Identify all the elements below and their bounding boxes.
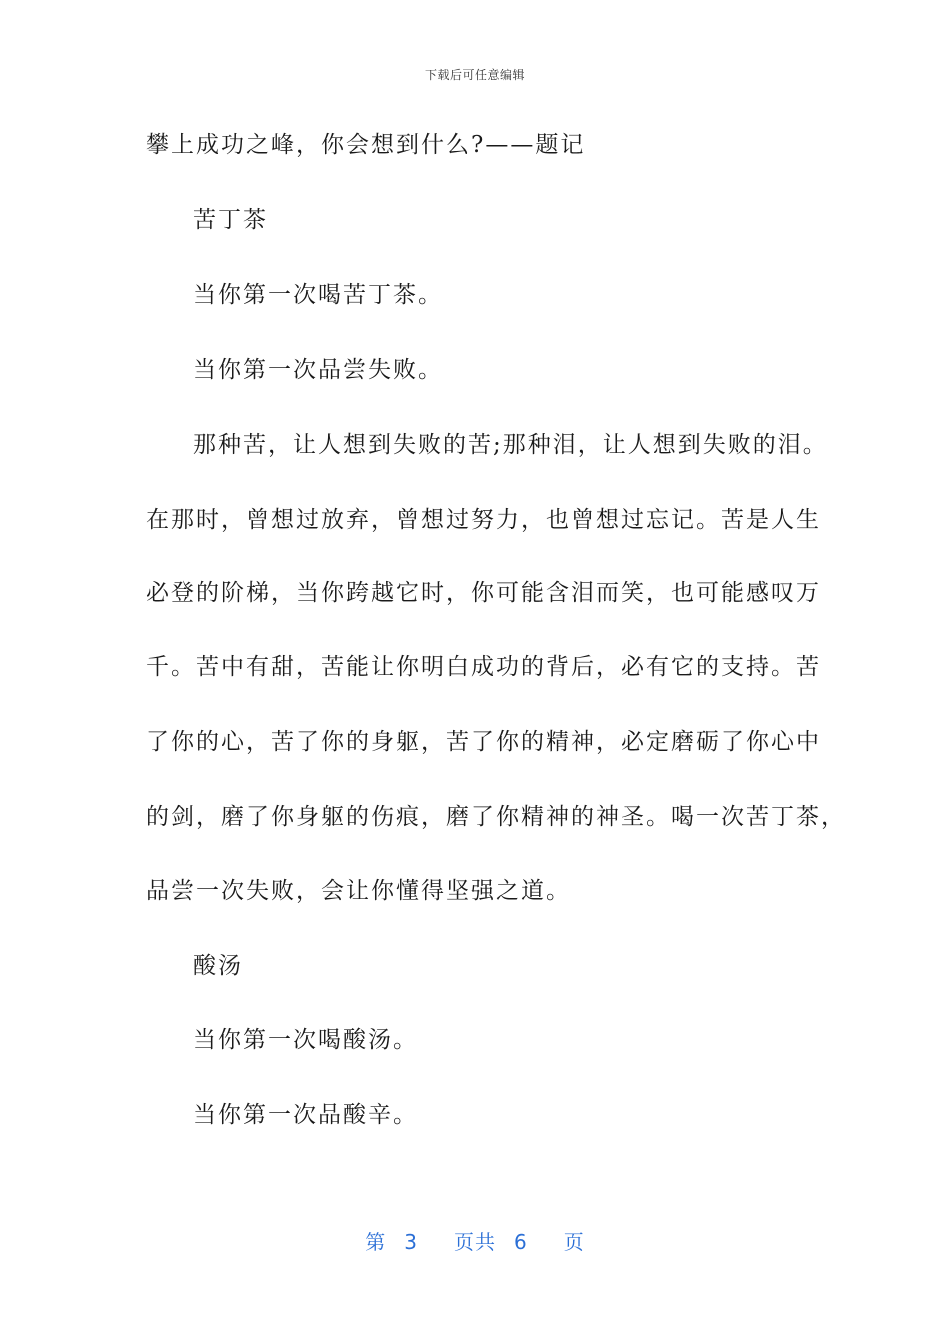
paragraph-line: 必登的阶梯，当你跨越它时，你可能含泪而笑，也可能感叹万 bbox=[146, 580, 821, 606]
paragraph-line: 当你第一次品酸辛。 bbox=[193, 1102, 418, 1128]
paragraph-line: 的剑，磨了你身躯的伤痕，磨了你精神的神圣。喝一次苦丁茶， bbox=[146, 804, 846, 830]
section-heading: 苦丁茶 bbox=[193, 207, 268, 233]
section-heading: 酸汤 bbox=[193, 953, 243, 979]
current-page-number: 3 bbox=[404, 1230, 418, 1254]
header-note: 下载后可任意编辑 bbox=[424, 68, 525, 82]
footer-middle: 页共 bbox=[454, 1230, 496, 1254]
paragraph-line: 那种苦，让人想到失败的苦;那种泪，让人想到失败的泪。 bbox=[193, 432, 828, 458]
paragraph-line: 攀上成功之峰，你会想到什么?——题记 bbox=[146, 132, 586, 158]
footer-suffix: 页 bbox=[563, 1230, 585, 1254]
paragraph-line: 当你第一次品尝失败。 bbox=[193, 357, 443, 383]
page-footer bbox=[0, 1226, 950, 1255]
total-pages-number: 6 bbox=[514, 1230, 528, 1254]
paragraph-line: 当你第一次喝酸汤。 bbox=[193, 1027, 418, 1053]
footer-prefix: 第 bbox=[365, 1230, 387, 1254]
paragraph-line: 了你的心，苦了你的身躯，苦了你的精神，必定磨砺了你心中 bbox=[146, 729, 821, 755]
paragraph-line: 品尝一次失败，会让你懂得坚强之道。 bbox=[146, 878, 571, 904]
paragraph-line: 当你第一次喝苦丁茶。 bbox=[193, 282, 443, 308]
paragraph-line: 千。苦中有甜，苦能让你明白成功的背后，必有它的支持。苦 bbox=[146, 654, 821, 680]
paragraph-line: 在那时，曾想过放弃，曾想过努力，也曾想过忘记。苦是人生 bbox=[146, 507, 821, 533]
